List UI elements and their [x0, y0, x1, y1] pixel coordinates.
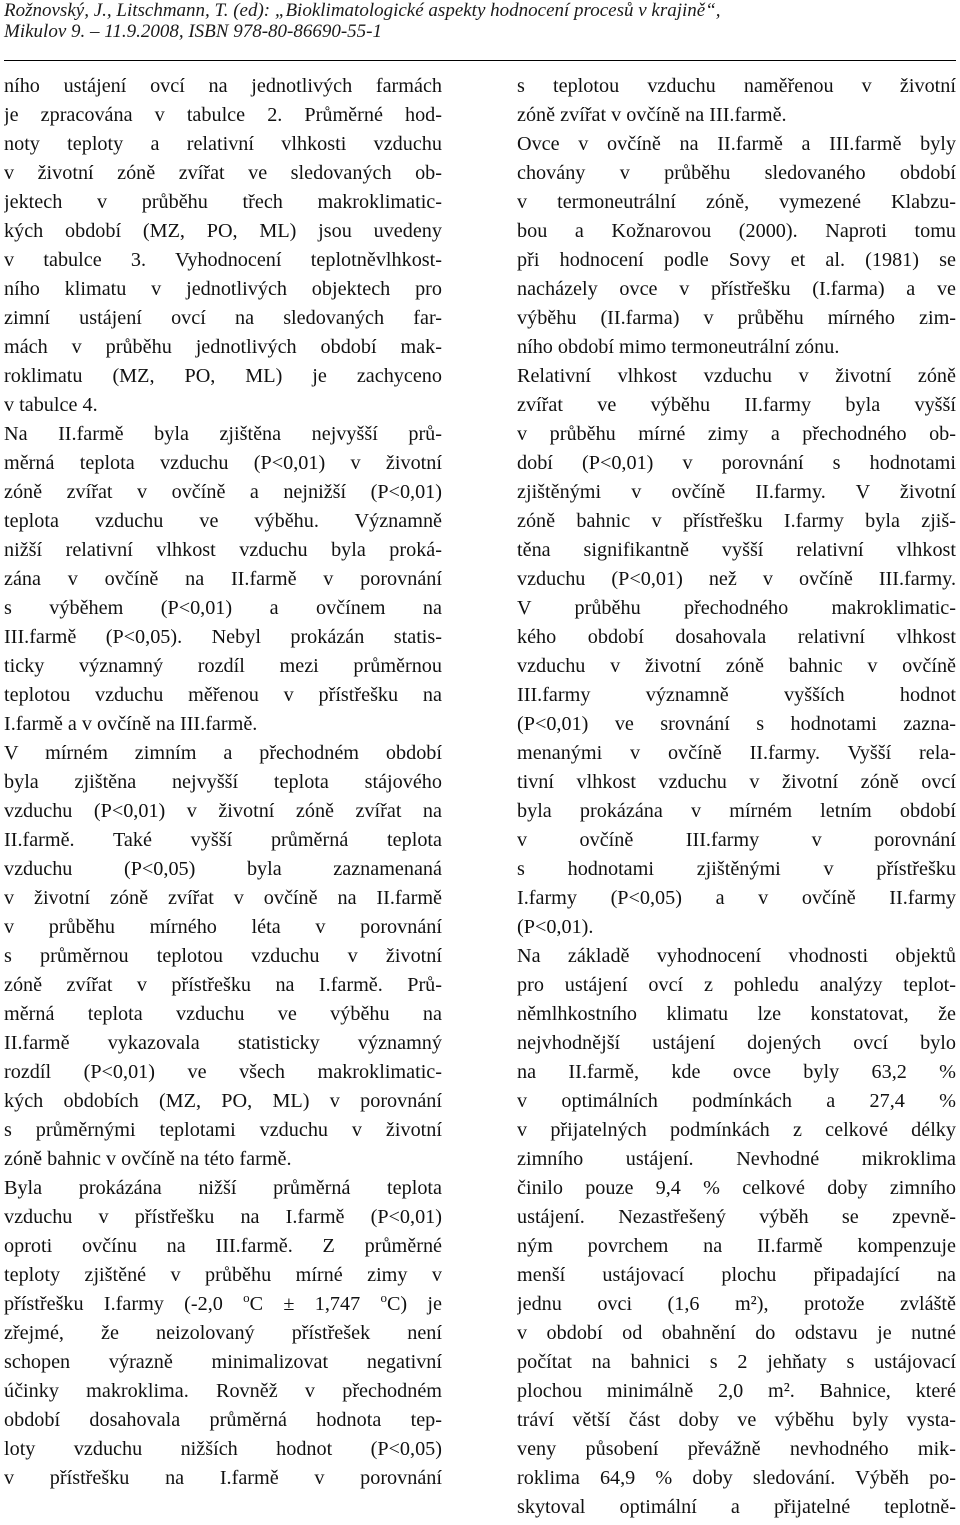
left-column-line: měrná teplota vzduchu ve výběhu na — [4, 1003, 442, 1025]
right-column-line: jednu ovci (1,6 m²), protože zvláště — [517, 1293, 956, 1315]
left-column-line: Na II.farmě byla zjištěna nejvyšší prů- — [4, 423, 442, 445]
right-column-line: v průběhu mírné zimy a přechodného ob- — [517, 423, 956, 445]
right-column-line: veny působení převážně nevhodného mik- — [517, 1438, 956, 1460]
left-text-column — [4, 72, 442, 1493]
right-column-line: na II.farmě, kde ovce byly 63,2 % — [517, 1061, 956, 1083]
left-column-line: zóně bahnic v ovčíně na této farmě. — [4, 1148, 292, 1170]
left-column-line: mách v průběhu jednotlivých období mak- — [4, 336, 442, 358]
left-column-line: II.farmě vykazovala statisticky významný — [4, 1032, 442, 1054]
left-column-line: nižší relativní vlhkost vzduchu byla proká- — [4, 539, 442, 561]
left-column-line: období dosahovala průměrná hodnota tep- — [4, 1409, 442, 1431]
header-line-authors: Rožnovský, J., Litschmann, T. (ed): „Bioklimatologické aspekty hodnocení procesů v krajině“, — [4, 0, 721, 21]
right-column-line: zóně bahnic v přístřešku I.farmy byla zjiš- — [517, 510, 956, 532]
right-column-line: bou a Kožnarovou (2000). Naproti tomu — [517, 220, 956, 242]
right-column-line: menší ustájovací plochu připadající na — [517, 1264, 956, 1286]
left-column-line: v tabulce 4. — [4, 394, 98, 416]
right-column-line: zimního ustájení. Nevhodné mikroklima — [517, 1148, 956, 1170]
right-column-line: tivní vlhkost vzduchu v životní zóně ovcí — [517, 771, 956, 793]
right-column-line: kého období dosahovala relativní vlhkost — [517, 626, 956, 648]
left-column-line: přístřešku I.farmy (-2,0 $^o$C ± 1,747 $^o$C) je — [4, 1290, 442, 1315]
right-column-line: plochou minimálně 2,0 m². Bahnice, které — [517, 1380, 956, 1402]
left-column-line: je zpracována v tabulce 2. Průměrné hod- — [4, 104, 442, 126]
right-column-line: vzduchu v životní zóně bahnic v ovčíně — [517, 655, 956, 677]
left-column-line: oproti ovčínu na III.farmě. Z průměrné — [4, 1235, 442, 1257]
right-column-line: tráví větší část doby ve výběhu byly vysta- — [517, 1409, 956, 1431]
left-column-line: ticky významný rozdíl mezi průměrnou — [4, 655, 442, 677]
running-header — [4, 0, 954, 42]
right-column-line: III.farmy významně vyšších hodnot — [517, 684, 956, 706]
left-column-line: v přístřešku na I.farmě v porovnání — [4, 1467, 442, 1489]
right-column-line: při hodnocení podle Sovy et al. (1981) se — [517, 249, 956, 271]
left-column-line: jektech v průběhu třech makroklimatic- — [4, 191, 442, 213]
right-column-line: Ovce v ovčíně na II.farmě a III.farmě byly — [517, 133, 956, 155]
right-column-line: nejvhodnější ustájení dojených ovcí bylo — [517, 1032, 956, 1054]
left-column-line: zóně zvířat v přístřešku na I.farmě. Prů- — [4, 974, 442, 996]
left-column-line: kých období (MZ, PO, ML) jsou uvedeny — [4, 220, 442, 242]
header-line-conference: Mikulov 9. – 11.9.2008, ISBN 978-80-86690-55-1 — [4, 21, 383, 42]
left-column-line: V mírném zimním a přechodném období — [4, 742, 442, 764]
left-column-line: ního ustájení ovcí na jednotlivých farmách — [4, 75, 442, 97]
right-column-line: roklima 64,9 % doby sledování. Výběh po- — [517, 1467, 956, 1489]
left-column-line: III.farmě (P<0,05). Nebyl prokázán statis- — [4, 626, 442, 648]
left-column-line: s průměrnými teplotami vzduchu v životní — [4, 1119, 442, 1141]
right-column-line: těna signifikantně vyšší relativní vlhkost — [517, 539, 956, 561]
right-column-line: nacházely ovce v přístřešku (I.farma) a ve — [517, 278, 956, 300]
right-column-line: chovány v průběhu sledovaného období — [517, 162, 956, 184]
right-column-line: v ovčíně III.farmy v porovnání — [517, 829, 956, 851]
right-column-line: (P<0,01). — [517, 916, 594, 938]
right-text-column — [517, 72, 956, 1522]
right-column-line: I.farmy (P<0,05) a v ovčíně II.farmy — [517, 887, 956, 909]
left-column-line: Byla prokázána nižší průměrná teplota — [4, 1177, 442, 1199]
right-column-line: pro ustájení ovcí z pohledu analýzy teplot- — [517, 974, 956, 996]
right-column-line: vzduchu (P<0,01) než v ovčíně III.farmy. — [517, 568, 956, 590]
right-column-line: Relativní vlhkost vzduchu v životní zóně — [517, 365, 956, 387]
right-column-line: v období od obahnění do odstavu je nutné — [517, 1322, 956, 1344]
left-column-line: v průběhu mírného léta v porovnání — [4, 916, 442, 938]
left-column-line: zimní ustájení ovcí na sledovaných far- — [4, 307, 442, 329]
header-divider — [4, 60, 956, 61]
right-column-line: V průběhu přechodného makroklimatic- — [517, 597, 956, 619]
right-column-line: činilo pouze 9,4 % celkové doby zimního — [517, 1177, 956, 1199]
right-column-line: byla prokázána v mírném letním období — [517, 800, 956, 822]
left-column-line: roklimatu (MZ, PO, ML) je zachyceno — [4, 365, 442, 387]
left-column-line: s průměrnou teplotou vzduchu v životní — [4, 945, 442, 967]
left-column-line: II.farmě. Také vyšší průměrná teplota — [4, 829, 442, 851]
left-column-line: teplota vzduchu ve výběhu. Významně — [4, 510, 442, 532]
left-column-line: účinky makroklima. Rovněž v přechodném — [4, 1380, 442, 1402]
left-column-line: vzduchu (P<0,01) v životní zóně zvířat na — [4, 800, 442, 822]
right-column-line: skytoval optimální a přijatelné teplotně- — [517, 1496, 956, 1518]
right-column-line: zóně zvířat v ovčíně na III.farmě. — [517, 104, 787, 126]
left-column-line: teplotou vzduchu měřenou v přístřešku na — [4, 684, 442, 706]
left-column-line: I.farmě a v ovčíně na III.farmě. — [4, 713, 258, 735]
left-column-line: vzduchu (P<0,05) byla zaznamenaná — [4, 858, 442, 880]
left-column-line: v životní zóně zvířat v ovčíně na II.farmě — [4, 887, 442, 909]
right-column-line: s hodnotami zjištěnými v přístřešku — [517, 858, 956, 880]
right-column-line: Na základě vyhodnocení vhodnosti objektů — [517, 945, 956, 967]
right-column-line: v optimálních podmínkách a 27,4 % — [517, 1090, 956, 1112]
right-column-line: dobí (P<0,01) v porovnání s hodnotami — [517, 452, 956, 474]
left-column-line: vzduchu v přístřešku na I.farmě (P<0,01) — [4, 1206, 442, 1228]
right-column-line: (P<0,01) ve srovnání s hodnotami zazna- — [517, 713, 956, 735]
left-column-line: měrná teplota vzduchu (P<0,01) v životní — [4, 452, 442, 474]
left-column-line: zóně zvířat v ovčíně a nejnižší (P<0,01) — [4, 481, 442, 503]
left-column-line: byla zjištěna nejvyšší teplota stájového — [4, 771, 442, 793]
left-column-line: v životní zóně zvířat ve sledovaných ob- — [4, 162, 442, 184]
right-column-line: v přijatelných podmínkách z celkové délky — [517, 1119, 956, 1141]
left-column-line: teploty zjištěné v průběhu mírné zimy v — [4, 1264, 442, 1286]
left-column-line: s výběhem (P<0,01) a ovčínem na — [4, 597, 442, 619]
right-column-line: zjištěnými v ovčíně II.farmy. V životní — [517, 481, 956, 503]
left-column-line: rozdíl (P<0,01) ve všech makroklimatic- — [4, 1061, 442, 1083]
right-column-line: ního období mimo termoneutrální zónu. — [517, 336, 840, 358]
left-column-line: schopen výrazně minimalizovat negativní — [4, 1351, 442, 1373]
right-column-line: v termoneutrální zóně, vymezené Klabzu- — [517, 191, 956, 213]
left-column-line: zána v ovčíně na II.farmě v porovnání — [4, 568, 442, 590]
right-column-line: menanými v ovčíně II.farmy. Vyšší rela- — [517, 742, 956, 764]
right-column-line: výběhu (II.farma) v průběhu mírného zim- — [517, 307, 956, 329]
left-column-line: loty vzduchu nižších hodnot (P<0,05) — [4, 1438, 442, 1460]
right-column-line: zvířat ve výběhu II.farmy byla vyšší — [517, 394, 956, 416]
right-column-line: ustájení. Nezastřešený výběh se zpevně- — [517, 1206, 956, 1228]
left-column-line: zřejmé, že neizolovaný přístřešek není — [4, 1322, 442, 1344]
left-column-line: ního klimatu v jednotlivých objektech pro — [4, 278, 442, 300]
left-column-line: v tabulce 3. Vyhodnocení teplotněvlhkost- — [4, 249, 442, 271]
right-column-line: ným povrchem na II.farmě kompenzuje — [517, 1235, 956, 1257]
left-column-line: noty teploty a relativní vlhkosti vzduchu — [4, 133, 442, 155]
right-column-line: němlhkostního klimatu lze konstatovat, že — [517, 1003, 956, 1025]
right-column-line: počítat na bahnici s 2 jehňaty s ustájovací — [517, 1351, 956, 1373]
right-column-line: s teplotou vzduchu naměřenou v životní — [517, 75, 956, 97]
left-column-line: kých obdobích (MZ, PO, ML) v porovnání — [4, 1090, 442, 1112]
